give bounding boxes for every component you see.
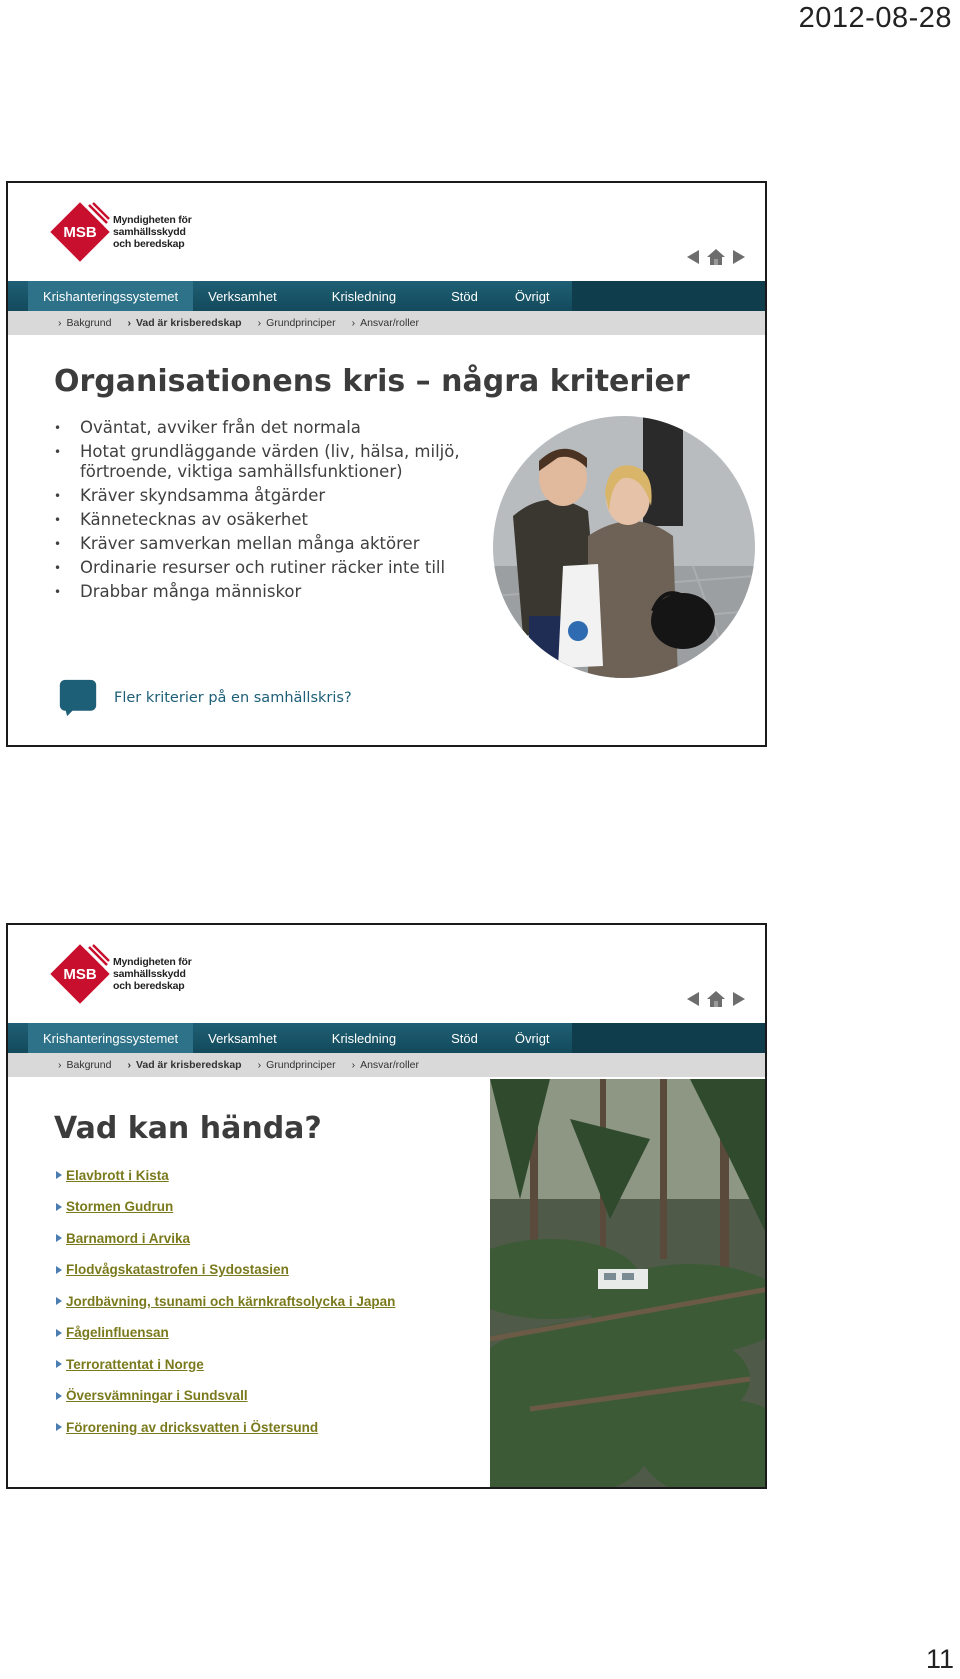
page-number: 11 — [925, 1644, 954, 1674]
svg-text:MSB: MSB — [63, 224, 97, 241]
list-item — [56, 1354, 395, 1374]
bullet-arrow-icon — [56, 1171, 62, 1179]
event-link[interactable]: Flodvågskatastrofen i Sydostasien — [66, 1262, 289, 1277]
subnav-grundprinciper[interactable]: › Grundprinciper — [257, 317, 336, 329]
storm-forest-photo — [490, 1079, 767, 1489]
slide-vad-kan-handa — [6, 923, 767, 1489]
svg-text:MSB: MSB — [63, 966, 97, 983]
list-item — [56, 1165, 395, 1185]
list-item — [56, 1260, 395, 1280]
top-navigation — [8, 281, 765, 311]
home-icon[interactable] — [707, 991, 725, 1007]
list-item — [56, 1417, 395, 1437]
subnav-bakgrund[interactable]: › Bakgrund — [58, 1059, 112, 1071]
subnav-ansvar-roller[interactable]: › Ansvar/roller — [351, 1059, 419, 1071]
people-photo — [493, 416, 755, 678]
event-link[interactable]: Översvämningar i Sundsvall — [66, 1388, 248, 1403]
bullet-arrow-icon — [56, 1297, 62, 1305]
next-arrow-icon[interactable] — [733, 250, 745, 264]
list-item: • Kännetecknas av osäkerhet — [54, 510, 474, 530]
next-arrow-icon[interactable] — [733, 992, 745, 1006]
tab-ovrigt[interactable]: Övrigt — [514, 1030, 550, 1046]
tab-krishanteringssystemet[interactable]: Krishanteringssystemet — [28, 281, 193, 311]
list-item: • Kräver skyndsamma åtgärder — [54, 486, 474, 506]
tab-krisledning[interactable]: Krisledning — [331, 1030, 397, 1046]
event-link[interactable]: Barnamord i Arvika — [66, 1230, 191, 1246]
subnav-vad-ar-krisberedskap[interactable]: › Vad är krisberedskap — [127, 1059, 242, 1071]
tab-krisledning[interactable]: Krisledning — [331, 288, 397, 304]
speech-bubble-icon — [56, 678, 100, 718]
event-link[interactable]: Jordbävning, tsunami och kärnkraftsolycka i Japan — [66, 1293, 396, 1309]
bullet-arrow-icon — [56, 1360, 62, 1368]
subnav-ansvar-roller[interactable]: › Ansvar/roller — [351, 317, 419, 329]
tab-ovrigt[interactable]: Övrigt — [514, 288, 550, 304]
event-link[interactable]: Fågelinfluensan — [66, 1325, 169, 1340]
sub-navigation — [8, 1053, 765, 1077]
sub-navigation — [8, 311, 765, 335]
event-link[interactable]: Elavbrott i Kista — [66, 1167, 169, 1183]
slide-navigation — [687, 991, 745, 1007]
bullet-arrow-icon — [56, 1392, 62, 1400]
slide-title: Organisationens kris – några kriterier — [54, 364, 690, 399]
list-item: • Hotat grundläggande värden (liv, hälsa, miljö, förtroende, viktiga samhällsfunktioner) — [54, 442, 474, 482]
bullet-arrow-icon — [56, 1423, 62, 1431]
list-item: • Kräver samverkan mellan många aktörer — [54, 534, 474, 554]
list-item — [56, 1291, 395, 1311]
list-item: • Oväntat, avviker från det normala — [54, 418, 474, 438]
tab-krishanteringssystemet[interactable]: Krishanteringssystemet — [28, 1023, 193, 1053]
tab-stod[interactable]: Stöd — [451, 1030, 478, 1046]
slide-navigation — [687, 249, 745, 265]
tab-verksamhet[interactable]: Verksamhet — [208, 1030, 277, 1046]
top-navigation — [8, 1023, 765, 1053]
subnav-bakgrund[interactable]: › Bakgrund — [58, 317, 112, 329]
list-item — [56, 1323, 395, 1343]
tab-verksamhet[interactable]: Verksamhet — [208, 288, 277, 304]
subnav-vad-ar-krisberedskap[interactable]: › Vad är krisberedskap — [127, 317, 242, 329]
logo-text: Myndigheten för samhällsskydd och beredskap — [113, 956, 192, 992]
list-item — [56, 1386, 395, 1406]
msb-logo-icon — [49, 943, 111, 1005]
list-item: • Drabbar många människor — [54, 582, 474, 602]
event-link[interactable]: Terrorattentat i Norge — [66, 1356, 204, 1372]
msb-logo[interactable] — [49, 201, 192, 263]
criteria-list — [54, 418, 474, 606]
event-link[interactable]: Stormen Gudrun — [66, 1199, 174, 1214]
list-item — [56, 1197, 395, 1217]
bullet-arrow-icon — [56, 1266, 62, 1274]
page-date: 2012-08-28 — [798, 2, 952, 34]
subnav-grundprinciper[interactable]: › Grundprinciper — [257, 1059, 336, 1071]
list-item — [56, 1228, 395, 1248]
logo-text: Myndigheten för samhällsskydd och beredskap — [113, 214, 192, 250]
previous-arrow-icon[interactable] — [687, 992, 699, 1006]
tab-stod[interactable]: Stöd — [451, 288, 478, 304]
msb-logo-icon — [49, 201, 111, 263]
event-link[interactable]: Förorening av dricksvatten i Östersund — [66, 1419, 319, 1435]
bullet-arrow-icon — [56, 1203, 62, 1211]
more-criteria-link[interactable] — [56, 678, 352, 718]
previous-arrow-icon[interactable] — [687, 250, 699, 264]
home-icon[interactable] — [707, 249, 725, 265]
bullet-arrow-icon — [56, 1329, 62, 1337]
slide-organisationens-kris — [6, 181, 767, 747]
bullet-arrow-icon — [56, 1234, 62, 1242]
more-criteria-text[interactable]: Fler kriterier på en samhällskris? — [114, 690, 352, 706]
slide-title: Vad kan hända? — [54, 1111, 322, 1146]
msb-logo[interactable] — [49, 943, 192, 1005]
event-links-list — [56, 1165, 395, 1449]
list-item: • Ordinarie resurser och rutiner räcker inte till — [54, 558, 474, 578]
